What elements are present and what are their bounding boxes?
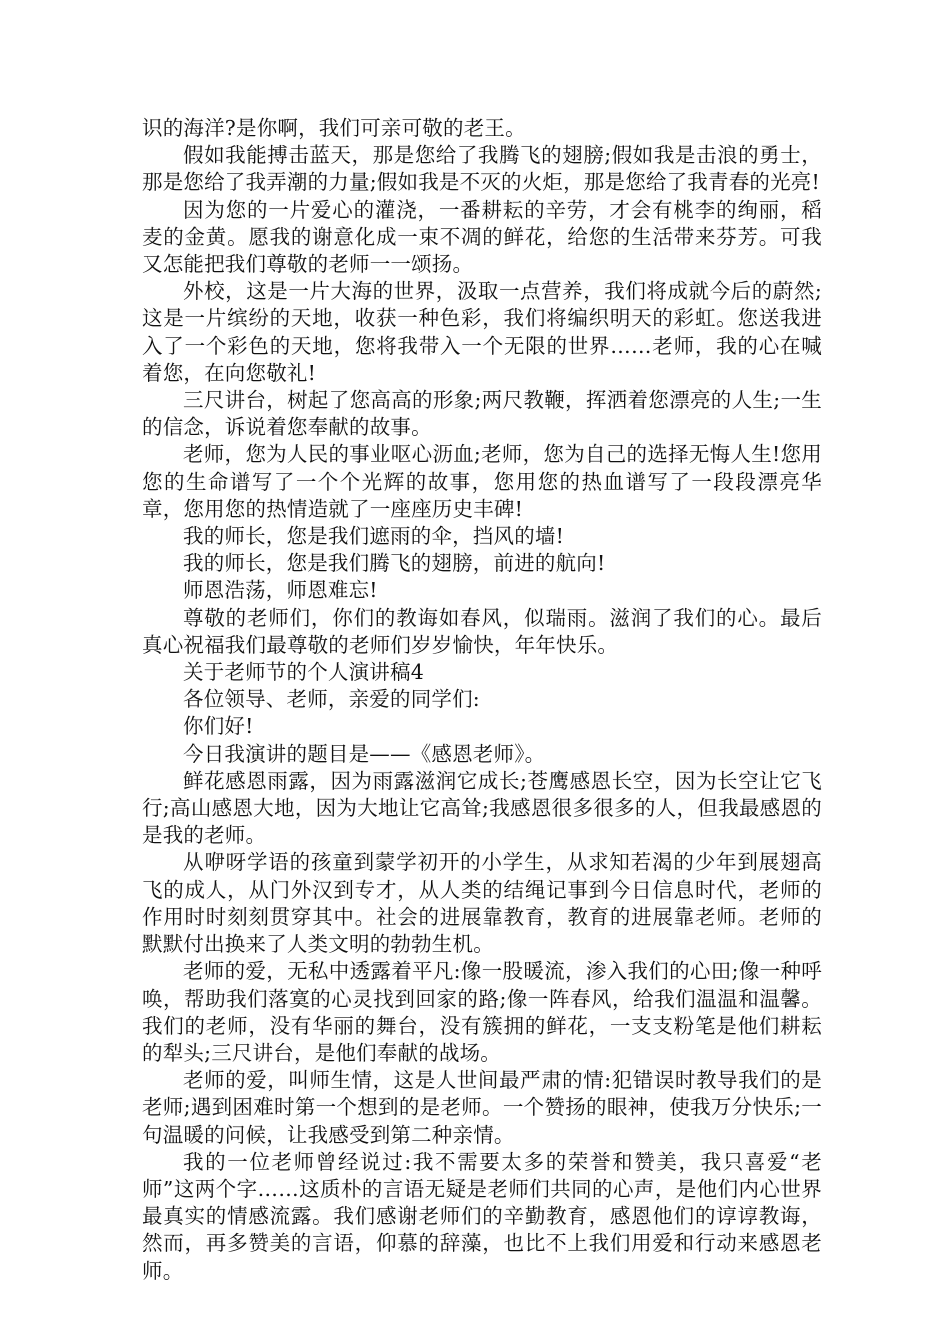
paragraph: 今日我演讲的题目是——《感恩老师》。 xyxy=(183,741,546,766)
paragraph: 老师的爱，无私中透露着平凡:像一股暖流，渗入我们的心田;像一种呼唤，帮助我们落寞的心灵找到回家的路;像一阵春风，给我们温温和温馨。我们的老师，没有华丽的舞台，没有簇拥的鲜花，一支支粉笔是他们耕耘的犁头;三尺讲台，是他们奉献的战场。 xyxy=(142,959,822,1065)
paragraph: 我的师长，您是我们遮雨的伞，挡风的墙! xyxy=(183,524,565,549)
paragraph: 老师，您为人民的事业呕心沥血;老师，您为自己的选择无悔人生!您用您的生命谱写了一个个光辉的故事，您用您的热血谱写了一段段漂亮华章，您用您的热情造就了一座座历史丰碑! xyxy=(142,442,822,521)
paragraph: 从咿呀学语的孩童到蒙学初开的小学生，从求知若渴的少年到展翅高飞的成人，从门外汉到专才，从人类的结绳记事到今日信息时代，老师的作用时时刻刻贯穿其中。社会的进展靠教育，教育的进展靠老师。老师的默默付出换来了人类文明的勃勃生机。 xyxy=(142,850,822,957)
paragraph: 假如我能搏击蓝天，那是您给了我腾飞的翅膀;假如我是击浪的勇士，那是您给了我弄潮的力量;假如我是不灭的火炬，那是您给了我青春的光亮! xyxy=(142,143,822,195)
greeting: 你们好! xyxy=(183,714,254,739)
paragraph: 我的师长，您是我们腾飞的翅膀，前进的航向! xyxy=(183,551,606,576)
section-heading: 关于老师节的个人演讲稿4 xyxy=(183,660,424,685)
salutation: 各位领导、老师，亲爱的同学们: xyxy=(183,687,480,712)
paragraph: 三尺讲台，树起了您高高的形象;两尺教鞭，挥洒着您漂亮的人生;一生的信念，诉说着您奉献的故事。 xyxy=(142,388,822,440)
paragraph: 老师的爱，叫师生情，这是人世间最严肃的情:犯错误时教导我们的是老师;遇到困难时第一个想到的是老师。一个赞扬的眼神，使我万分快乐;一句温暖的问候，让我感受到第二种亲情。 xyxy=(142,1068,822,1147)
paragraph: 识的海洋?是你啊，我们可亲可敬的老王。 xyxy=(142,116,526,140)
paragraph: 尊敬的老师们，你们的教诲如春风，似瑞雨。滋润了我们的心。最后真心祝福我们最尊敬的老师们岁岁愉快，年年快乐。 xyxy=(142,605,822,657)
document-page xyxy=(142,115,822,1285)
paragraph: 鲜花感恩雨露，因为雨露滋润它成长;苍鹰感恩长空，因为长空让它飞行;高山感恩大地，因为大地让它高耸;我感恩很多很多的人，但我最感恩的是我的老师。 xyxy=(142,768,822,848)
paragraph: 外校，这是一片大海的世界，汲取一点营养，我们将成就今后的蔚然;这是一片缤纷的天地，收获一种色彩，我们将编织明天的彩虹。您送我进入了一个彩色的天地，您将我带入一个无限的世界……老师，我的心在喊着您，在向您敬礼! xyxy=(142,279,822,385)
paragraph: 因为您的一片爱心的灌浇，一番耕耘的辛劳，才会有桃李的绚丽，稻麦的金黄。愿我的谢意化成一束不凋的鲜花，给您的生活带来芬芳。可我又怎能把我们尊敬的老师一一颂扬。 xyxy=(142,197,822,277)
paragraph: 师恩浩荡，师恩难忘! xyxy=(183,578,378,603)
paragraph: 我的一位老师曾经说过:我不需要太多的荣誉和赞美，我只喜爱“老师”这两个字……这质朴的言语无疑是老师们共同的心声，是他们内心世界最真实的情感流露。我们感谢老师们的辛勤教育，感恩他们的谆谆教诲，然而，再多赞美的言语，仰慕的辞藻，也比不上我们用爱和行动来感恩老师。 xyxy=(142,1149,822,1283)
